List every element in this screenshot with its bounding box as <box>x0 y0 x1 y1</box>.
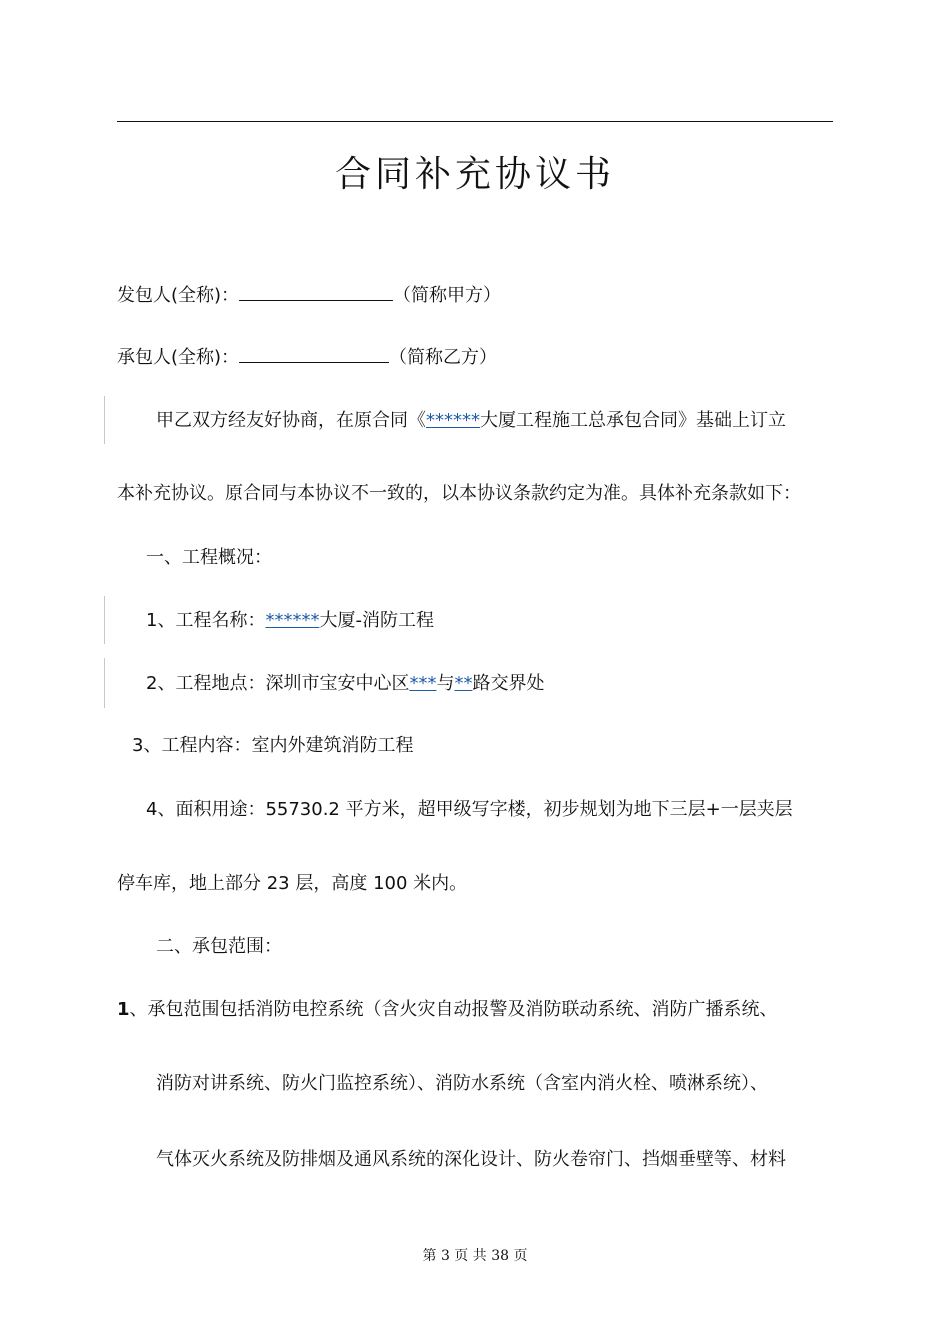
party-a-blank[interactable] <box>239 284 393 301</box>
area-usage-line-2: 停车库，地上部分 23 层，高度 100 米内。 <box>117 873 468 894</box>
intro-text: 甲乙双方经友好协商，在原合同《 <box>156 410 426 431</box>
contract-name-link[interactable]: ****** <box>426 410 480 431</box>
project-location-line <box>146 672 544 696</box>
project-name-value: 大厦-消防工程 <box>319 610 434 631</box>
scope-item-number: 1 <box>117 999 130 1020</box>
project-location-label: 2、工程地点：深圳市宝安中心区 <box>146 673 410 694</box>
section-1-heading: 一、工程概况： <box>146 547 272 568</box>
party-a-line <box>117 284 501 308</box>
page-footer: 第 3 页 共 38 页 <box>422 1248 528 1264</box>
intro-text: 大厦工程施工总承包合同》基础上订立 <box>480 410 786 431</box>
project-content-line: 3、工程内容：室内外建筑消防工程 <box>132 735 414 756</box>
scope-line-2: 消防对讲系统、防火门监控系统）、消防水系统（含室内消火栓、喷淋系统）、 <box>156 1073 768 1094</box>
scope-line-3: 气体灭火系统及防排烟及通风系统的深化设计、防火卷帘门、挡烟垂壁等、材料 <box>156 1149 786 1170</box>
party-a-label: 发包人(全称)： <box>117 285 240 306</box>
project-name-line <box>146 609 434 633</box>
intro-line-2: 本补充协议。原合同与本协议不一致的，以本协议条款约定为准。具体补充条款如下： <box>117 483 801 504</box>
party-a-suffix: （简称甲方） <box>393 285 502 306</box>
revision-bar <box>104 396 105 444</box>
project-name-label: 1、工程名称： <box>146 610 266 631</box>
party-b-line <box>117 346 497 370</box>
scope-text: 、承包范围包括消防电控系统（含火灾自动报警及消防联动系统、消防广播系统、 <box>129 999 778 1020</box>
party-b-label: 承包人(全称)： <box>117 347 240 368</box>
intro-line-1 <box>156 409 786 433</box>
party-b-blank[interactable] <box>239 346 389 363</box>
location-text: 与 <box>436 673 455 694</box>
project-name-link[interactable]: ****** <box>265 610 320 631</box>
location-text: 路交界处 <box>472 673 545 694</box>
revision-bar <box>104 596 105 644</box>
party-b-suffix: （简称乙方） <box>389 347 498 368</box>
location-link-1[interactable]: *** <box>409 673 437 694</box>
location-link-2[interactable]: ** <box>454 673 473 694</box>
area-usage-line-1: 4、面积用途：55730.2 平方米，超甲级写字楼，初步规划为地下三层+一层夹层 <box>146 799 793 820</box>
section-2-heading: 二、承包范围： <box>156 936 282 957</box>
revision-bar <box>104 658 105 708</box>
header-rule <box>117 121 833 122</box>
scope-line-1 <box>117 998 778 1022</box>
document-title: 合同补充协议书 <box>334 154 615 195</box>
